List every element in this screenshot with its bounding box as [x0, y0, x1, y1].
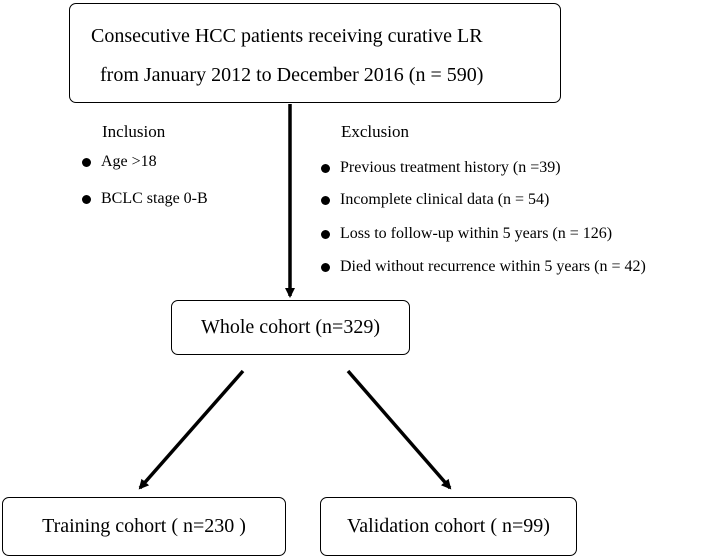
exclusion-item: [321, 191, 549, 209]
bullet-icon: [321, 263, 330, 272]
validation-cohort-box: [320, 497, 577, 556]
bullet-icon: [82, 158, 91, 167]
validation-cohort-label: Validation cohort ( n=99): [347, 515, 550, 537]
bullet-icon: [321, 164, 330, 173]
training-cohort-box: [2, 497, 286, 556]
inclusion-heading: Inclusion: [102, 122, 166, 141]
arrow-to-training: [140, 371, 243, 488]
bullet-icon: [82, 195, 91, 204]
whole-cohort-label: Whole cohort (n=329): [200, 316, 380, 338]
exclusion-item: [321, 225, 612, 243]
arrow-to-validation: [348, 371, 450, 488]
source-population-box: [69, 3, 561, 103]
bullet-icon: [321, 196, 330, 205]
source-population-line2: from January 2012 to December 2016 (n = 590): [100, 64, 484, 86]
inclusion-item: [82, 190, 208, 208]
inclusion-item-label: Age >18: [101, 153, 157, 170]
exclusion-item-label: Previous treatment history (n =39): [340, 159, 561, 176]
inclusion-item: [82, 153, 157, 171]
exclusion-item-label: Died without recurrence within 5 years (n = 42): [340, 258, 646, 275]
exclusion-item: [321, 258, 646, 276]
exclusion-item-label: Loss to follow-up within 5 years (n = 126): [340, 225, 613, 242]
source-population-line1: Consecutive HCC patients receiving curative LR: [91, 25, 483, 47]
exclusion-heading: Exclusion: [341, 122, 409, 141]
whole-cohort-box: [171, 300, 410, 355]
bullet-icon: [321, 230, 330, 239]
inclusion-item-label: BCLC stage 0-B: [101, 190, 208, 207]
training-cohort-label: Training cohort ( n=230 ): [42, 515, 246, 537]
exclusion-item-label: Incomplete clinical data (n = 54): [340, 191, 550, 208]
exclusion-item: [321, 159, 561, 177]
